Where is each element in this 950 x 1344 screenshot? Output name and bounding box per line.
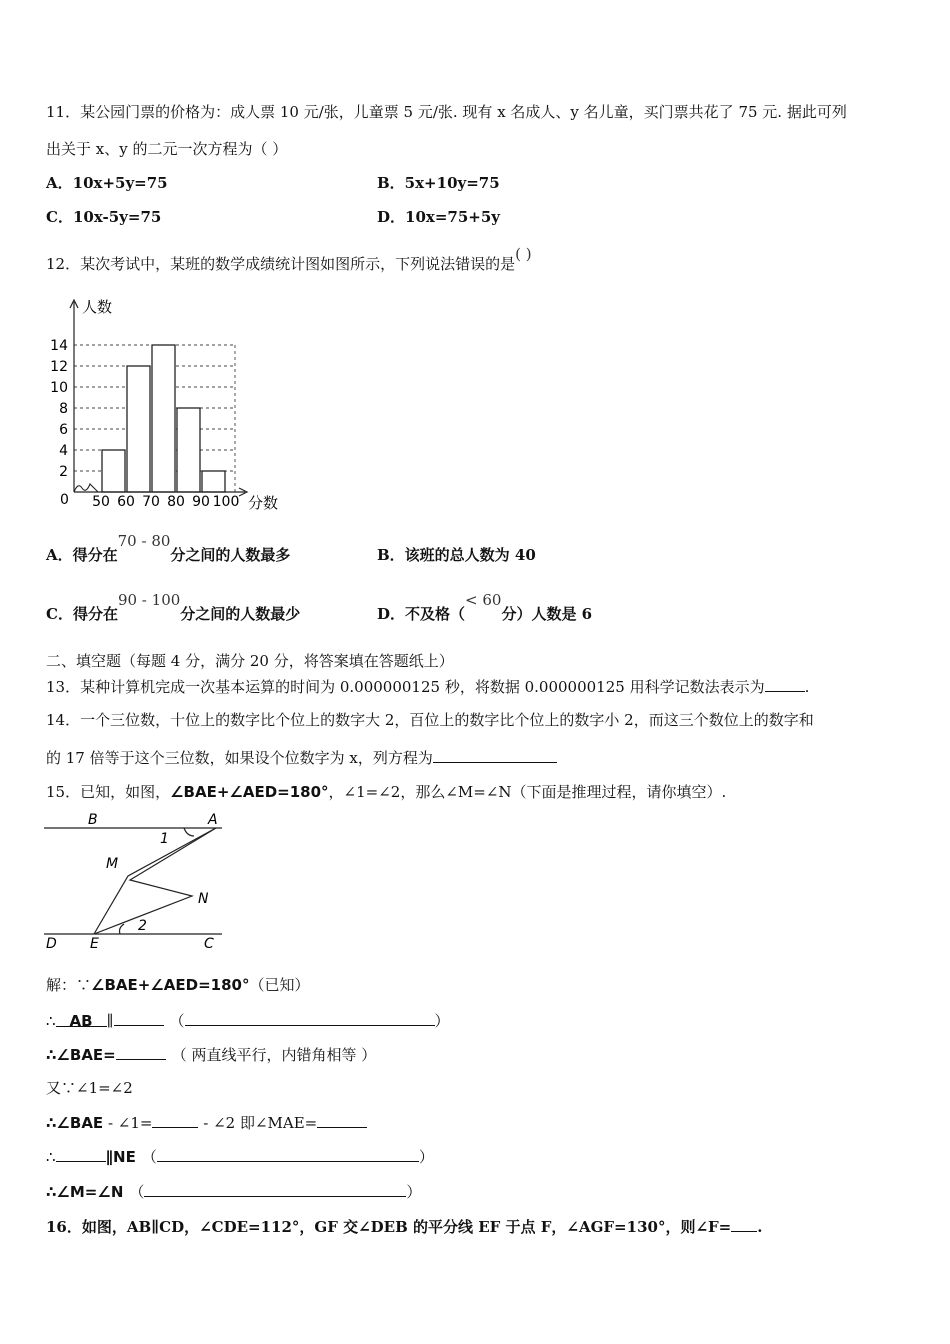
q11-line2: 出关于 x、y 的二元一次方程为（ ） <box>46 140 288 158</box>
q11-line1: 11．某公园门票的价格为：成人票 10 元/张，儿童票 5 元/张. 现有 x 名成人、y 名儿童，买门票共花了 75 元. 据此可列 <box>46 103 847 121</box>
q15-s2-blank[interactable] <box>116 1044 166 1060</box>
chart-y-ticks <box>50 338 68 480</box>
q15-sol-pre: 解：∵ <box>46 976 92 994</box>
q12-option-d[interactable] <box>377 591 593 624</box>
q12-option-c-post: 分之间的人数最少 <box>180 605 301 623</box>
y-tick-label-12: 12 <box>50 359 68 375</box>
y-tick-label-14: 14 <box>50 338 68 354</box>
q15-s6-pre: ∴∠M=∠N <box>46 1183 124 1201</box>
q11-option-b[interactable]: B．5x+10y=75 <box>377 174 500 192</box>
q15-geometry-figure <box>42 810 242 950</box>
q16-text-body: 16．如图，AB∥CD，∠CDE=112°，GF 交∠DEB 的平分线 EF 于点 F，∠AGF=130°，则∠F= <box>46 1218 732 1236</box>
q12-option-a-post: 分之间的人数最多 <box>170 546 291 564</box>
q12-option-c[interactable] <box>46 591 301 624</box>
chart-x-ticks <box>92 494 239 510</box>
q14-line1: 14．一个三位数，十位上的数字比个位上的数字大 2，百位上的数字比个位上的数字小 2，而这三个数位上的数字和 <box>46 711 814 729</box>
q15-s5-open: （ <box>141 1148 157 1166</box>
q15-s2-pre: ∴∠BAE= <box>46 1046 116 1064</box>
q12-stem <box>46 245 532 274</box>
q15-solution-line3: 又∵∠1=∠2 <box>46 1079 133 1097</box>
q15-s1-open: （ <box>169 1012 185 1030</box>
label-angle-1: 1 <box>160 831 169 847</box>
q12-option-d-range: < 60 <box>465 591 502 609</box>
q15-sol-bold: ∠BAE+∠AED=180° <box>91 976 250 994</box>
q15-solution-line1 <box>46 1010 450 1031</box>
q15-solution-line2 <box>46 1044 376 1065</box>
bar-80-90 <box>177 408 200 492</box>
label-e: E <box>90 936 99 950</box>
path-a-n-e <box>94 828 216 934</box>
q12-option-a[interactable] <box>46 532 291 565</box>
q15-s5-reason-blank[interactable] <box>157 1146 419 1162</box>
q15-solution-line4 <box>46 1112 367 1133</box>
q15-s6-close: ） <box>406 1183 422 1201</box>
q11-option-a[interactable]: A．10x+5y=75 <box>46 174 168 192</box>
q12-stem-text: 12．某次考试中，某班的数学成绩统计图如图所示，下列说法错误的是 <box>46 255 516 273</box>
q14-answer-blank[interactable] <box>433 747 557 763</box>
x-tick-label-90: 90 <box>192 494 210 510</box>
q15-s4-minus1: - ∠1= <box>103 1114 153 1132</box>
y-axis-label: 人数 <box>82 298 113 316</box>
q16-answer-blank[interactable] <box>731 1216 757 1232</box>
q15-s1-ab: AB <box>56 1011 107 1027</box>
x-tick-label-80: 80 <box>167 494 185 510</box>
q15-s1-reason-blank[interactable] <box>185 1010 435 1026</box>
label-angle-2: 2 <box>138 918 147 934</box>
q15-s4-blank2[interactable] <box>317 1112 367 1128</box>
q15-s1-par: ∥ <box>106 1012 114 1030</box>
q16-tail: . <box>757 1218 763 1236</box>
q15-stem <box>46 782 726 802</box>
q15-s6-reason-blank[interactable] <box>144 1181 406 1197</box>
bar-60-70 <box>127 366 150 492</box>
chart-bars <box>102 345 225 492</box>
y-tick-label-2: 2 <box>59 464 68 480</box>
q15-sol-post: （已知） <box>249 976 310 994</box>
label-b: B <box>88 812 98 828</box>
y-tick-label-8: 8 <box>59 401 68 417</box>
q15-s5-ne: ∥NE <box>105 1148 136 1166</box>
origin-label: 0 <box>60 492 69 508</box>
q15-stem-post: ，∠1=∠2，那么∠M=∠N（下面是推理过程，请你填空）. <box>328 783 727 801</box>
q12-option-a-pre: A．得分在 <box>46 546 118 564</box>
q15-s2-reason: （ 两直线平行，内错角相等 ） <box>171 1046 377 1064</box>
q15-s1-blank[interactable] <box>114 1010 164 1026</box>
q13-text <box>46 676 809 697</box>
q12-bar-chart <box>40 292 340 517</box>
label-m: M <box>106 856 119 872</box>
q13-text-body: 13．某种计算机完成一次基本运算的时间为 0.000000125 秒，将数据 0.000000125 用科学记数法表示为 <box>46 678 765 696</box>
label-a: A <box>208 812 218 828</box>
q15-s4-pre: ∴∠BAE <box>46 1114 104 1132</box>
axis-break-icon <box>74 484 98 492</box>
angle-2-arc <box>120 924 125 934</box>
q15-stem-pre: 15．已知，如图， <box>46 783 171 801</box>
bar-90-100 <box>202 471 225 492</box>
q15-s1-pre: ∴ <box>46 1012 56 1030</box>
label-d: D <box>46 936 57 950</box>
q15-s4-minus2: - ∠2 即∠MAE= <box>198 1114 318 1132</box>
x-tick-label-50: 50 <box>92 494 110 510</box>
path-a-m-e <box>94 828 216 934</box>
q15-s6-open: （ <box>129 1183 145 1201</box>
q16-text <box>46 1216 762 1237</box>
y-tick-label-10: 10 <box>50 380 68 396</box>
q12-option-b[interactable]: B．该班的总人数为 40 <box>377 546 536 564</box>
q14-line2-text: 的 17 倍等于这个三位数，如果设个位数字为 x，列方程为 <box>46 749 433 767</box>
section2-heading: 二、填空题（每题 4 分，满分 20 分，将答案填在答题纸上） <box>46 652 454 670</box>
q12-option-c-pre: C．得分在 <box>46 605 118 623</box>
q15-s1-close: ） <box>434 1012 450 1030</box>
angle-1-arc <box>184 828 194 836</box>
q13-tail: . <box>804 678 810 696</box>
x-tick-label-70: 70 <box>142 494 160 510</box>
q12-option-d-post: 分）人数是 6 <box>501 605 593 623</box>
q12-answer-paren: ( ) <box>515 245 532 263</box>
q15-s5-pre: ∴ <box>46 1148 56 1166</box>
q15-s4-blank1[interactable] <box>152 1112 198 1128</box>
label-n: N <box>198 891 209 907</box>
q15-solution-line5 <box>46 1146 434 1167</box>
x-tick-label-60: 60 <box>117 494 135 510</box>
label-c: C <box>204 936 214 950</box>
bar-50-60 <box>102 450 125 492</box>
q15-solution-line6 <box>46 1181 421 1202</box>
q11-option-c[interactable]: C．10x-5y=75 <box>46 208 162 226</box>
q14-line2 <box>46 747 557 768</box>
x-tick-label-100: 100 <box>212 494 240 510</box>
q15-stem-bold: ∠BAE+∠AED=180° <box>170 783 329 801</box>
q15-s5-close: ） <box>418 1148 434 1166</box>
y-tick-label-4: 4 <box>59 443 68 459</box>
x-axis-label: 分数 <box>248 494 279 512</box>
q15-solution-line0 <box>46 975 309 995</box>
q12-option-c-range: 90 - 100 <box>117 591 181 609</box>
q15-s5-blank[interactable] <box>56 1146 106 1162</box>
y-tick-label-6: 6 <box>59 422 68 438</box>
bar-70-80 <box>152 345 175 492</box>
q11-option-d[interactable]: D．10x=75+5y <box>377 208 500 226</box>
q12-option-a-range: 70 - 80 <box>117 532 171 550</box>
q12-option-d-pre: D．不及格（ <box>377 605 466 623</box>
q13-answer-blank[interactable] <box>765 676 805 692</box>
